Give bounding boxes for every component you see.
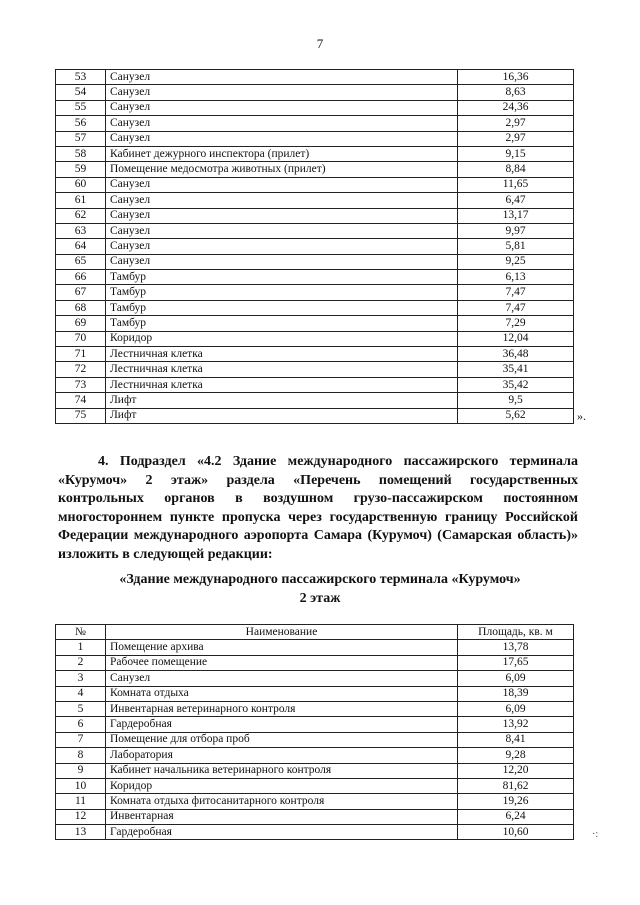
row-number: 10 [56,778,106,793]
table-row [56,254,574,269]
row-name: Коридор [106,778,458,793]
row-area: 6,09 [458,701,574,716]
row-name: Инвентарная [106,809,458,824]
row-name: Санузел [106,100,458,115]
table-row [56,208,574,223]
row-number: 67 [56,285,106,300]
row-name: Комната отдыха фитосанитарного контроля [106,794,458,809]
row-number: 4 [56,686,106,701]
table-row [56,671,574,686]
row-area: 24,36 [458,100,574,115]
section-subtitle: 2 этаж [299,591,341,606]
table-row [56,809,574,824]
table-row [56,763,574,778]
row-name: Кабинет начальника ветеринарного контроля [106,763,458,778]
row-name: Инвентарная ветеринарного контроля [106,701,458,716]
row-name: Помещение медосмотра животных (прилет) [106,162,458,177]
row-name: Лестничная клетка [106,362,458,377]
row-number: 61 [56,193,106,208]
row-name: Санузел [106,193,458,208]
table-row [56,825,574,840]
row-area: 16,36 [458,70,574,85]
table-row [56,70,574,85]
table-row [56,393,574,408]
row-name: Санузел [106,223,458,238]
table-row [56,300,574,315]
table-row [56,347,574,362]
rooms-table-floor-2 [55,624,574,840]
row-number: 13 [56,825,106,840]
row-number: 62 [56,208,106,223]
row-number: 75 [56,408,106,423]
row-number: 11 [56,794,106,809]
margin-mark: ·: [592,829,599,840]
row-number: 8 [56,748,106,763]
table-row [56,331,574,346]
table-row [56,193,574,208]
table-row [56,408,574,423]
row-name: Санузел [106,85,458,100]
row-number: 70 [56,331,106,346]
row-area: 8,63 [458,85,574,100]
row-area: 2,97 [458,116,574,131]
row-number: 60 [56,177,106,192]
table-row [56,285,574,300]
row-name: Помещение для отбора проб [106,732,458,747]
row-name: Коридор [106,331,458,346]
rooms-table-continued [55,69,574,424]
row-name: Рабочее помещение [106,655,458,670]
row-area: 35,41 [458,362,574,377]
row-number: 73 [56,377,106,392]
row-area: 7,47 [458,285,574,300]
row-number: 7 [56,732,106,747]
row-number: 6 [56,717,106,732]
row-name: Лифт [106,393,458,408]
row-area: 5,62 [458,408,574,423]
row-name: Санузел [106,208,458,223]
row-name: Гардеробная [106,717,458,732]
table-row [56,732,574,747]
table-row [56,640,574,655]
row-area: 81,62 [458,778,574,793]
table-row [56,100,574,115]
row-name: Комната отдыха [106,686,458,701]
table-row [56,316,574,331]
table-row [56,362,574,377]
row-number: 59 [56,162,106,177]
row-number: 12 [56,809,106,824]
table-row [56,748,574,763]
row-name: Помещение архива [106,640,458,655]
table-row [56,717,574,732]
section-title: «Здание международного пассажирского терминала «Курумоч» [119,572,521,587]
page-number: 7 [316,36,324,51]
row-area: 6,24 [458,809,574,824]
table-row [56,177,574,192]
row-area: 35,42 [458,377,574,392]
row-number: 54 [56,85,106,100]
row-number: 69 [56,316,106,331]
table-row [56,701,574,716]
row-name: Тамбур [106,316,458,331]
row-area: 17,65 [458,655,574,670]
row-name: Санузел [106,177,458,192]
row-number: 2 [56,655,106,670]
row-number: 74 [56,393,106,408]
table-row [56,794,574,809]
row-number: 57 [56,131,106,146]
row-area: 6,47 [458,193,574,208]
table-row [56,686,574,701]
amendment-paragraph [58,453,578,564]
row-number: 1 [56,640,106,655]
row-name: Санузел [106,254,458,269]
row-area: 13,78 [458,640,574,655]
row-number: 55 [56,100,106,115]
row-area: 9,25 [458,254,574,269]
row-area: 10,60 [458,825,574,840]
row-area: 9,28 [458,748,574,763]
table-row [56,655,574,670]
row-name: Санузел [106,239,458,254]
row-area: 6,09 [458,671,574,686]
row-area: 13,92 [458,717,574,732]
table-row [56,131,574,146]
row-area: 11,65 [458,177,574,192]
row-name: Кабинет дежурного инспектора (прилет) [106,146,458,161]
row-number: 72 [56,362,106,377]
row-area: 8,84 [458,162,574,177]
row-number: 65 [56,254,106,269]
row-area: 36,48 [458,347,574,362]
table-row [56,162,574,177]
row-number: 71 [56,347,106,362]
header-name: Наименование [106,625,458,640]
header-number: № [56,625,106,640]
row-name: Санузел [106,131,458,146]
row-name: Лаборатория [106,748,458,763]
row-number: 9 [56,763,106,778]
row-number: 63 [56,223,106,238]
row-area: 8,41 [458,732,574,747]
row-area: 9,97 [458,223,574,238]
row-area: 6,13 [458,270,574,285]
row-number: 5 [56,701,106,716]
table-row [56,85,574,100]
row-name: Лифт [106,408,458,423]
row-name: Санузел [106,671,458,686]
amendment-text: 4. Подраздел «4.2 Здание международного пассажирского терминала «Курумоч» 2 этаж» раздела «Перечень помещений государственных контрольных органов в воздушном грузо-пассажирском постоянном многостороннем пункте пропуска через государственную границу Российской Федерации международного аэропорта Самара (Курумоч) (Самарская область)» изложить в следующей редакции: [58,454,578,562]
row-area: 19,26 [458,794,574,809]
row-number: 64 [56,239,106,254]
table-row [56,778,574,793]
table-row [56,239,574,254]
row-name: Санузел [106,116,458,131]
row-area: 12,04 [458,331,574,346]
row-name: Лестничная клетка [106,347,458,362]
row-name: Тамбур [106,300,458,315]
header-area: Площадь, кв. м [458,625,574,640]
row-number: 68 [56,300,106,315]
row-name: Гардеробная [106,825,458,840]
row-area: 9,5 [458,393,574,408]
row-area: 5,81 [458,239,574,254]
row-name: Лестничная клетка [106,377,458,392]
row-name: Санузел [106,70,458,85]
row-area: 12,20 [458,763,574,778]
table-row [56,116,574,131]
row-number: 3 [56,671,106,686]
row-area: 9,15 [458,146,574,161]
row-number: 66 [56,270,106,285]
row-area: 7,29 [458,316,574,331]
table-row [56,270,574,285]
row-name: Тамбур [106,270,458,285]
table-row [56,223,574,238]
row-number: 53 [56,70,106,85]
table-row [56,146,574,161]
row-name: Тамбур [106,285,458,300]
row-area: 13,17 [458,208,574,223]
row-number: 56 [56,116,106,131]
table-header-row [56,625,574,640]
row-area: 18,39 [458,686,574,701]
row-number: 58 [56,146,106,161]
table-row [56,377,574,392]
row-area: 2,97 [458,131,574,146]
closing-quote: ». [577,409,586,423]
row-area: 7,47 [458,300,574,315]
